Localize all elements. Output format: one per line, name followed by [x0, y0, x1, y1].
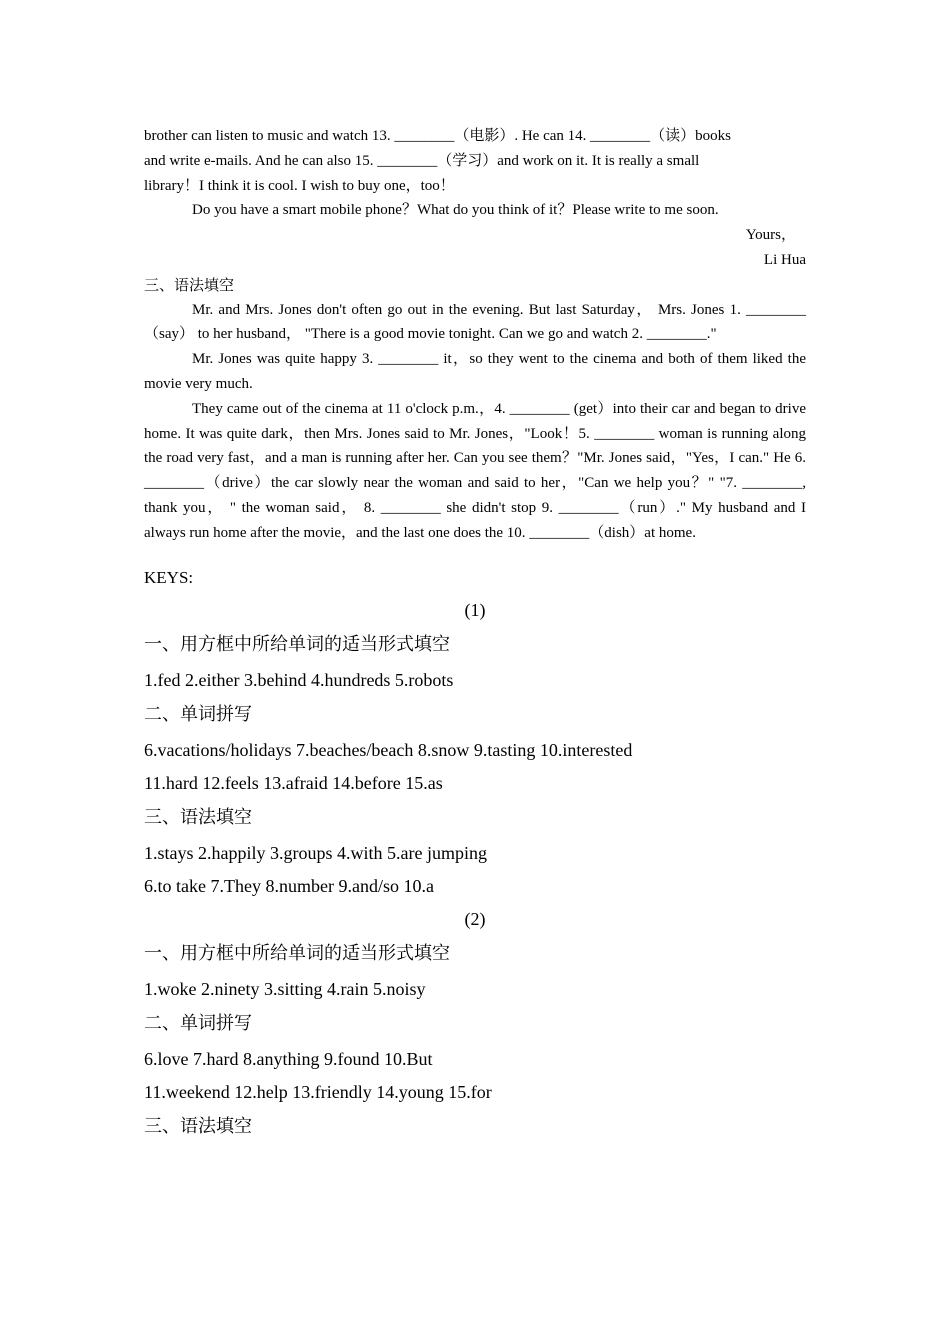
key-set-title: (1): [464, 599, 486, 620]
letter-closing: Yours，: [745, 227, 796, 244]
key-line: 6.love 7.hard 8.anything 9.found 10.But: [144, 1048, 433, 1069]
letter-line: brother can listen to music and watch 13. ________（电影）. He can 14. ________（读）books: [144, 128, 731, 144]
key-heading: 三、语法填空: [144, 1115, 252, 1137]
grammar-section: [144, 273, 806, 546]
key-line: 1.woke 2.ninety 3.sitting 4.rain 5.noisy: [144, 978, 426, 999]
key-line: 1.fed 2.either 3.behind 4.hundreds 5.robots: [144, 669, 454, 690]
answer-keys: [144, 566, 806, 1139]
key-heading: 一、用方框中所给单词的适当形式填空: [144, 942, 450, 964]
key-set-title: (2): [464, 908, 486, 929]
key-line: 11.weekend 12.help 13.friendly 14.young 15.for: [144, 1081, 492, 1102]
key-heading: 一、用方框中所给单词的适当形式填空: [144, 633, 450, 655]
key-heading: 三、语法填空: [144, 806, 252, 828]
grammar-paragraph: Mr. and Mrs. Jones don't often go out in the evening. But last Saturday， Mrs. Jones 1. ________（say） to her husband， "There is a good movie tonight. Can we go and watch 2. ________.": [144, 301, 806, 343]
letter-paragraph: Do you have a smart mobile phone？What do you think of it？Please write to me soon.: [192, 202, 719, 219]
section-heading: 三、语法填空: [144, 275, 235, 294]
document-page: [144, 124, 806, 1139]
key-heading: 二、单词拼写: [144, 1012, 252, 1034]
key-line: 11.hard 12.feels 13.afraid 14.before 15.as: [144, 772, 443, 793]
letter-line: and write e-mails. And he can also 15. ________（学习）and work on it. It is really a small: [144, 152, 700, 169]
letter-signature: Li Hua: [763, 251, 806, 268]
letter-line: library！I think it is cool. I wish to buy one，too！: [144, 177, 455, 194]
key-line: 1.stays 2.happily 3.groups 4.with 5.are jumping: [144, 842, 487, 863]
grammar-paragraph: They came out of the cinema at 11 o'clock p.m.，4. ________ (get）into their car and began to drive home. It was quite dark，then Mrs. Jones said to Mr. Jones，"Look！5. ________ woman is running along the road very fast，and a man is running after her. Can you see them？"Mr. Jones said，"Yes，I can." He 6. ________（drive）the car slowly near the woman and said to her，"Can we help you？" "7. ________, thank you， " the woman said， 8. ________ she didn't stop 9. ________（run）." My husband and I always run home after the movie，and the last one does the 10. ________（dish）at home.: [144, 400, 806, 541]
key-line: 6.vacations/holidays 7.beaches/beach 8.snow 9.tasting 10.interested: [144, 739, 633, 760]
key-heading: 二、单词拼写: [144, 703, 252, 725]
grammar-paragraph: Mr. Jones was quite happy 3. ________ it，so they went to the cinema and both of them liked the movie very much.: [144, 351, 806, 392]
letter-section: [144, 124, 806, 273]
key-line: 6.to take 7.They 8.number 9.and/so 10.a: [144, 875, 434, 896]
keys-label: KEYS:: [144, 567, 194, 587]
